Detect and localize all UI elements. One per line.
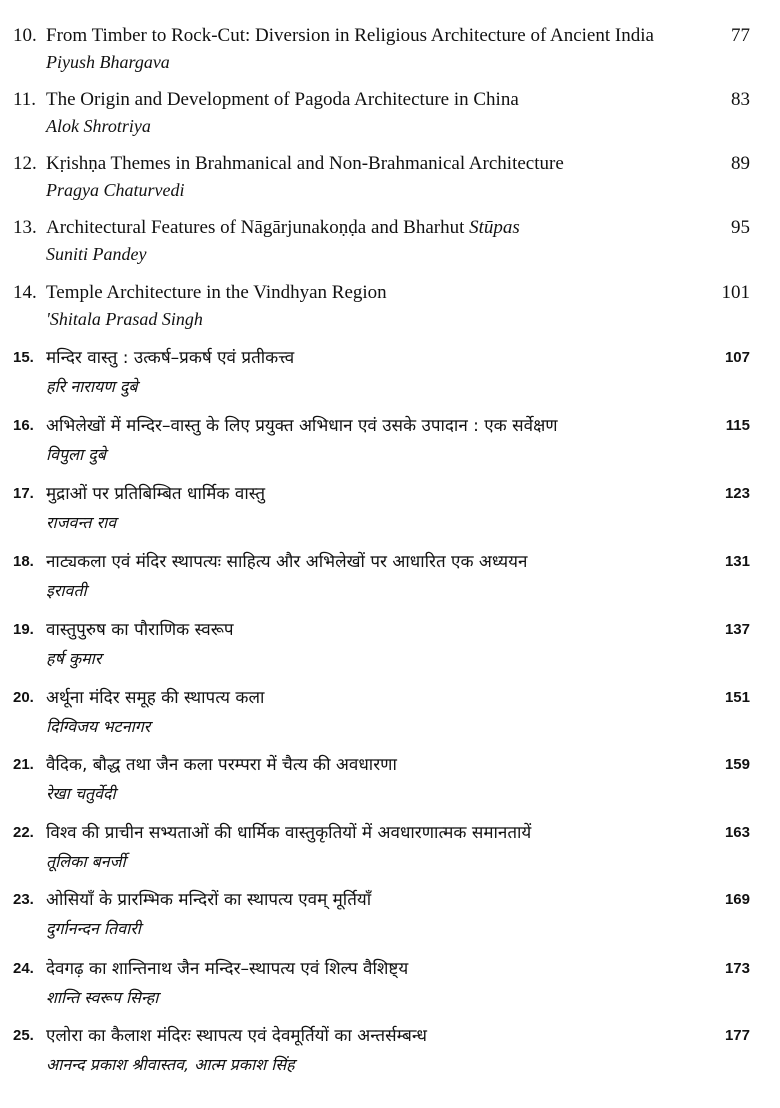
entry-page-number: 115 <box>725 417 750 434</box>
entry-title: From Timber to Rock-Cut: Diversion in Religious Architecture of Ancient India <box>46 25 654 46</box>
entry-author: आनन्द प्रकाश श्रीवास्तव, आत्म प्रकाश सिंह <box>46 1055 295 1074</box>
entry-number: 13. <box>13 217 37 238</box>
entry-number: 22. <box>13 824 34 841</box>
entry-page-number: 151 <box>724 689 750 706</box>
entry-number: 23. <box>13 891 34 908</box>
entry-author: Pragya Chaturvedi <box>46 180 185 200</box>
entry-page-number: 83 <box>731 89 750 110</box>
entry-page-number: 107 <box>724 349 750 366</box>
entry-title: अभिलेखों में मन्दिर–वास्तु के लिए प्रयुक्त अभिधान एवं उसके उपादान : एक सर्वेक्षण <box>46 416 558 436</box>
entry-author: हर्ष कुमार <box>46 649 102 668</box>
entry-page-number: 131 <box>724 553 750 570</box>
entry-author: Alok Shrotriya <box>46 116 151 136</box>
entry-number: 19. <box>13 621 34 638</box>
entry-title-italic: Stūpas <box>469 217 520 238</box>
entry-author: दुर्गानन्दन तिवारी <box>46 919 141 938</box>
entry-number: 24. <box>13 960 34 977</box>
entry-page-number: 159 <box>724 756 750 773</box>
entry-page-number: 173 <box>724 960 750 977</box>
entry-number: 25. <box>13 1027 34 1044</box>
entry-page-number: 123 <box>724 485 750 502</box>
entry-page-number: 77 <box>731 25 750 46</box>
entry-page-number: 163 <box>724 824 750 841</box>
entry-author: रेखा चतुर्वेदी <box>46 784 116 803</box>
entry-author: 'Shitala Prasad Singh <box>46 309 203 329</box>
entry-page-number: 169 <box>724 891 750 908</box>
entry-title-text: Architectural Features of Nāgārjunakoṇḍa and Bharhut <box>46 217 470 238</box>
entry-title: वैदिक, बौद्ध तथा जैन कला परम्परा में चैत्य की अवधारणा <box>46 755 397 775</box>
entry-number: 16. <box>13 417 34 434</box>
entry-title: नाट्यकला एवं मंदिर स्थापत्यः साहित्य और अभिलेखों पर आधारित एक अध्ययन <box>46 552 528 572</box>
entry-author: हरि नारायण दुबे <box>46 377 138 396</box>
entry-number: 10. <box>13 25 37 46</box>
entry-title: वास्तुपुरुष का पौराणिक स्वरूप <box>46 620 234 640</box>
entry-title: Temple Architecture in the Vindhyan Region <box>46 282 387 303</box>
entry-page-number: 137 <box>724 621 750 638</box>
entry-title: विश्व की प्राचीन सभ्यताओं की धार्मिक वास्तुकृतियों में अवधारणात्मक समानतायें <box>46 823 532 843</box>
entry-title: एलोरा का कैलाश मंदिरः स्थापत्य एवं देवमूर्तियों का अन्तर्सम्बन्ध <box>46 1026 428 1046</box>
entry-author: तूलिका बनर्जी <box>46 852 126 871</box>
entry-number: 15. <box>13 349 34 366</box>
entry-author: राजवन्त राव <box>46 513 117 532</box>
entry-title: मन्दिर वास्तु : उत्कर्ष–प्रकर्ष एवं प्रतीकत्त्व <box>46 348 295 368</box>
entry-title <box>46 216 686 240</box>
entry-title: The Origin and Development of Pagoda Architecture in China <box>46 89 519 110</box>
entry-number: 20. <box>13 689 34 706</box>
entry-author: दिग्विजय भटनागर <box>46 717 151 736</box>
entry-number: 12. <box>13 153 37 174</box>
entry-page-number: 95 <box>731 217 750 238</box>
entry-title: अर्थूना मंदिर समूह की स्थापत्य कला <box>46 688 265 708</box>
entry-author: Piyush Bhargava <box>46 52 170 72</box>
entry-page-number: 89 <box>731 153 750 174</box>
entry-number: 21. <box>13 756 34 773</box>
entry-author: इरावती <box>46 581 87 600</box>
entry-number: 18. <box>13 553 34 570</box>
entry-page-number: 101 <box>721 282 750 303</box>
entry-author: शान्ति स्वरूप सिन्हा <box>46 988 159 1007</box>
entry-title: ओसियाँ के प्रारम्भिक मन्दिरों का स्थापत्य एवम् मूर्तियाँ <box>46 890 372 910</box>
entry-page-number: 177 <box>724 1027 750 1044</box>
entry-title: देवगढ़ का शान्तिनाथ जैन मन्दिर–स्थापत्य एवं शिल्प वैशिष्ट्य <box>46 959 409 979</box>
entry-author: विपुला दुबे <box>46 445 106 464</box>
entry-author: Suniti Pandey <box>46 244 147 264</box>
entry-number: 11. <box>13 89 37 110</box>
entry-number: 14. <box>13 282 37 303</box>
entry-title: Kṛishṇa Themes in Brahmanical and Non-Brahmanical Architecture <box>46 153 564 174</box>
entry-number: 17. <box>13 485 34 502</box>
entry-title: मुद्राओं पर प्रतिबिम्बित धार्मिक वास्तु <box>46 484 266 504</box>
